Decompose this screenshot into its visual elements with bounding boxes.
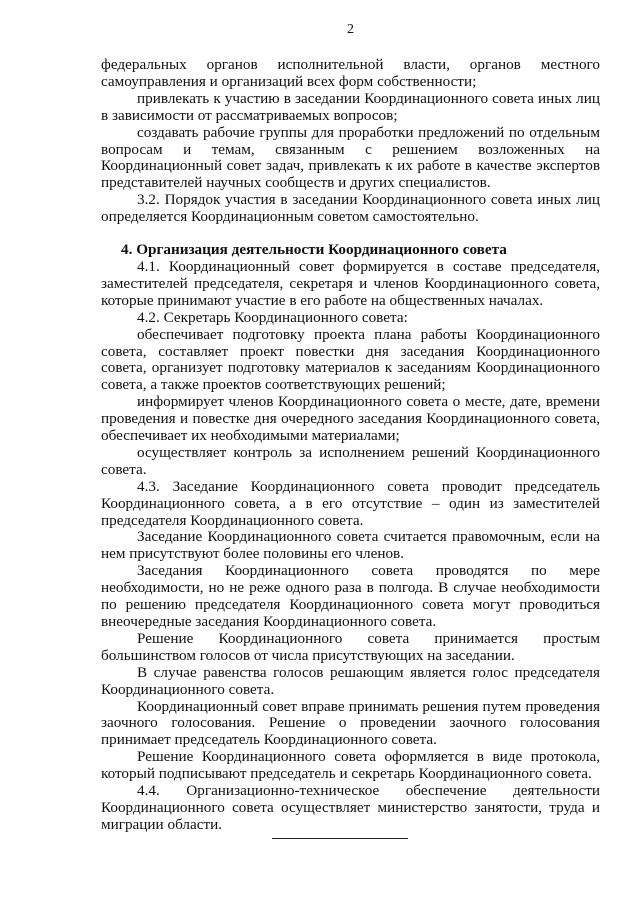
- paragraph-4-3: 4.3. Заседание Координационного совета проводит председатель Координационного совета, а в его отсутствие – один из заместителей председателя Координационного совета.: [101, 477, 600, 529]
- paragraph-4-4: 4.4. Организационно-техническое обеспечение деятельности Координационного совета осуществляет министерство занятости, труда и миграции области.: [101, 782, 600, 833]
- paragraph: Решение Координационного совета принимается простым большинством голосов от числа присутствующих на заседании.: [101, 629, 600, 664]
- paragraph: В случае равенства голосов решающим является голос председателя Координационного совета.: [101, 663, 600, 698]
- paragraph: информирует членов Координационного совета о месте, дате, времени проведения и повестке дня очередного заседания Координационного совета, обеспечивает их необходимыми материалами;: [101, 393, 600, 445]
- paragraph: привлекать к участию в заседании Координационного совета иных лиц в зависимости от рассматриваемых вопросов;: [101, 89, 600, 124]
- page-number: 2: [347, 22, 354, 37]
- paragraph: осуществляет контроль за исполнением решений Координационного совета.: [101, 443, 600, 478]
- paragraph-4-2: 4.2. Секретарь Координационного совета:: [137, 308, 408, 326]
- paragraph: создавать рабочие группы для проработки предложений по отдельным вопросам и темам, связанным с решением возложенных на Координационный совет задач, привлекать к их работе в качестве экспертов представителей научных сообществ и других специалистов.: [101, 123, 600, 192]
- paragraph: Решение Координационного совета оформляется в виде протокола, который подписывают председатель и секретарь Координационного совета.: [101, 748, 600, 783]
- paragraph: обеспечивает подготовку проекта плана работы Координационного совета, составляет проект повестки дня заседания Координационного совета, организует подготовку материалов к заседаниям Координационного совета, а также проектов соответствующих решений;: [101, 325, 600, 394]
- document-body: [101, 57, 600, 834]
- paragraph: федеральных органов исполнительной власти, органов местного самоуправления и организаций всех форм собственности;: [101, 56, 600, 90]
- paragraph: Заседание Координационного совета считается правомочным, если на нем присутствуют более половины его членов.: [101, 528, 600, 563]
- paragraph-3-2: 3.2. Порядок участия в заседании Координационного совета иных лиц определяется Координационным советом самостоятельно.: [101, 191, 600, 226]
- paragraph-4-1: 4.1. Координационный совет формируется в составе председателя, заместителей председателя, секретаря и членов Координационного совета, которые принимают участие в его работе на общественных началах.: [101, 257, 600, 309]
- paragraph: Заседания Координационного совета проводятся по мере необходимости, но не реже одного раза в полгода. В случае необходимости по решению председателя Координационного совета могут проводиться внеочередные заседания Координационного совета.: [101, 562, 600, 630]
- end-of-document-line: [272, 838, 408, 839]
- section-heading: 4. Организация деятельности Координационного совета: [121, 241, 507, 259]
- paragraph: Координационный совет вправе принимать решения путем проведения заочного голосования. Решение о проведении заочного голосования принимает председатель Координационного совета.: [101, 697, 600, 749]
- spacer: [101, 226, 600, 242]
